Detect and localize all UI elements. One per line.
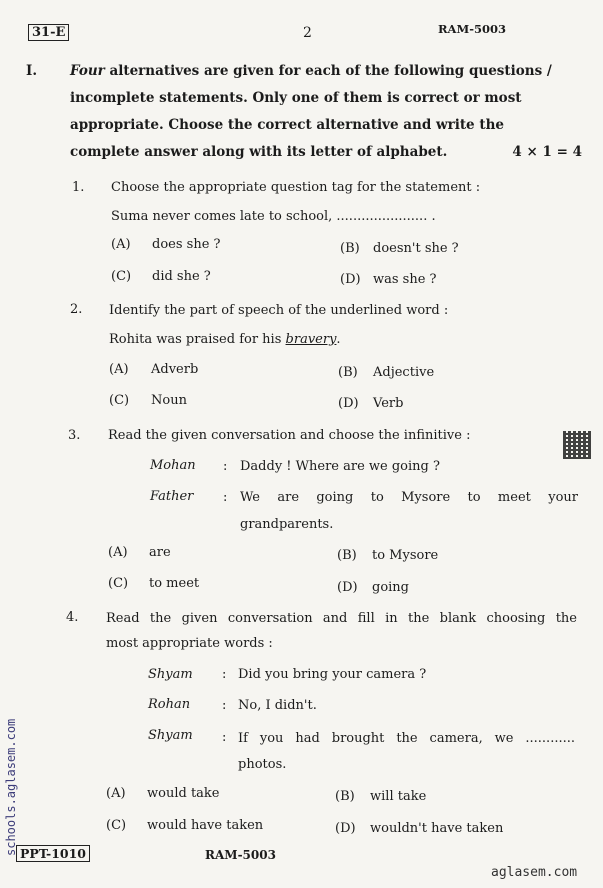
q3-line-2: We are going to Mysore to meet your: [240, 490, 578, 505]
instr-line-2: incomplete statements. Only one of them is correct or most: [70, 90, 522, 106]
q1-option-a-text: does she ?: [152, 237, 221, 252]
instr-line-1: alternatives are given for each of the following questions /: [109, 63, 552, 79]
q3-line-2b: grandparents.: [240, 517, 334, 532]
paper-code-right: RAM-5003: [438, 22, 506, 36]
q3-option-c-text: to meet: [149, 576, 200, 591]
q4-speaker-1: Shyam: [148, 667, 193, 682]
q1-option-a: (A): [111, 237, 131, 252]
q3-number: 3.: [68, 428, 81, 443]
q2-text: Identify the part of speech of the underlined word :: [109, 303, 449, 318]
q2-number: 2.: [70, 302, 83, 317]
q4-option-d: (D): [335, 821, 356, 836]
q1-statement: Suma never comes late to school, ...................... .: [111, 209, 436, 224]
q3-speaker-2: Father: [150, 489, 194, 504]
q4-speaker-2: Rohan: [148, 697, 191, 712]
q4-number: 4.: [66, 610, 79, 625]
q4-text-2: most appropriate words :: [106, 636, 273, 651]
q2-option-a: (A): [109, 362, 129, 377]
q3-option-d-text: going: [372, 580, 410, 595]
side-watermark: schools.aglasem.com: [4, 718, 18, 856]
q2-option-d-text: Verb: [373, 396, 404, 411]
q4-line-3: If you had brought the camera, we ............: [238, 731, 575, 746]
q4-option-d-text: wouldn't have taken: [370, 821, 504, 836]
instr-line-3: appropriate. Choose the correct alternative and write the: [70, 117, 504, 133]
q2-sentence: Rohita was praised for his bravery.: [109, 332, 341, 347]
q1-number: 1.: [72, 180, 85, 195]
q3-line-1: Daddy ! Where are we going ?: [240, 459, 440, 474]
q4-option-c-text: would have taken: [147, 818, 264, 833]
q2-option-b-text: Adjective: [373, 365, 435, 380]
q1-option-d-text: was she ?: [373, 272, 437, 287]
underlined-word: bravery: [285, 332, 337, 347]
q4-colon-2: :: [222, 698, 227, 713]
q4-option-b: (B): [335, 789, 355, 804]
section-instructions: [70, 58, 582, 166]
q3-colon-1: :: [223, 459, 228, 474]
paper-code-footer: PPT-1010: [16, 845, 90, 862]
footer-center-code: RAM-5003: [205, 848, 276, 862]
q2-option-b: (B): [338, 365, 358, 380]
q4-colon-1: :: [222, 667, 227, 682]
q1-option-b-text: doesn't she ?: [373, 241, 459, 256]
q3-option-b: (B): [337, 548, 357, 563]
q3-option-d: (D): [337, 580, 358, 595]
q3-speaker-1: Mohan: [150, 458, 196, 473]
q2-option-d: (D): [338, 396, 359, 411]
q1-option-c-text: did she ?: [152, 269, 211, 284]
q3-option-a-text: are: [149, 545, 171, 560]
q1-option-d: (D): [340, 272, 361, 287]
q3-option-a: (A): [108, 545, 128, 560]
q4-option-a: (A): [106, 786, 126, 801]
q4-line-2: No, I didn't.: [238, 698, 317, 713]
q3-option-b-text: to Mysore: [372, 548, 439, 563]
instr-first-word: Four: [70, 63, 105, 79]
page-number: 2: [303, 25, 312, 41]
qr-code-icon: [563, 431, 591, 459]
instr-line-4: complete answer along with its letter of alphabet.: [70, 144, 448, 160]
q4-line-1: Did you bring your camera ?: [238, 667, 427, 682]
q3-option-c: (C): [108, 576, 129, 591]
paper-code-left: 31-E: [28, 24, 69, 41]
marks: 4 × 1 = 4: [512, 144, 582, 160]
footer-watermark: aglasem.com: [491, 865, 578, 880]
q1-option-c: (C): [111, 269, 132, 284]
q4-colon-3: :: [222, 730, 227, 745]
q2-option-c-text: Noun: [151, 393, 187, 408]
q4-speaker-3: Shyam: [148, 728, 193, 743]
q1-option-b: (B): [340, 241, 360, 256]
q2-option-c: (C): [109, 393, 130, 408]
q1-text: Choose the appropriate question tag for the statement :: [111, 180, 481, 195]
q4-line-3b: photos.: [238, 757, 287, 772]
q3-text: Read the given conversation and choose the infinitive :: [108, 428, 471, 443]
section-number: I.: [26, 63, 38, 79]
q2-option-a-text: Adverb: [151, 362, 199, 377]
q4-text: Read the given conversation and fill in the blank choosing the: [106, 611, 577, 626]
q3-colon-2: :: [223, 490, 228, 505]
q4-option-b-text: will take: [370, 789, 427, 804]
q4-option-c: (C): [106, 818, 127, 833]
q4-option-a-text: would take: [147, 786, 220, 801]
